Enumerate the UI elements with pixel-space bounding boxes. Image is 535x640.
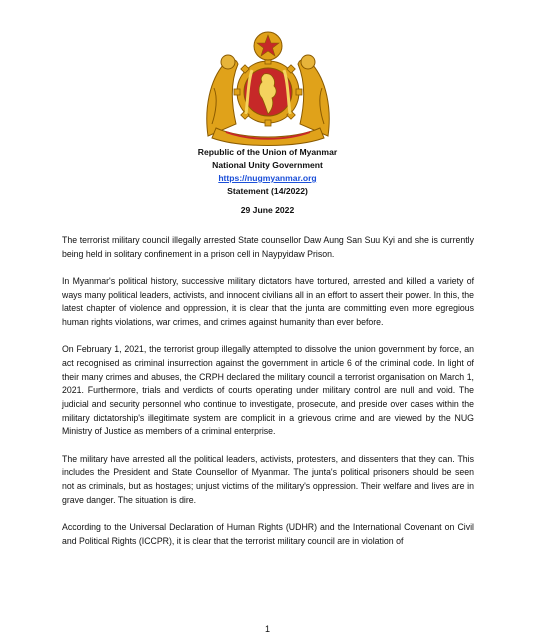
paragraph: On February 1, 2021, the terrorist group illegally attempted to dissolve the union government by force, an act recognised as criminal insurrection against the government in article 6 of the criminal code. In light of their many crimes and abuses, the CRPH declared the military council a terrorist organisation on March 1, 2021. Furthermore, trials and verdicts of courts operating under military control are null and void. The judicial and security personnel who continue to investigate, prosecute, and preside over cases within the military dictatorship's illegitimate system are complicit in a grievous crime and are viewed by the NUG Ministry of Justice as members of a criminal enterprise. [62, 344, 474, 437]
document-header [0, 146, 535, 217]
left-lion-icon [207, 55, 238, 136]
paragraph: According to the Universal Declaration of Human Rights (UDHR) and the International Covenant on Civil and Political Rights (ICCPR), it is clear that the terrorist military council are in violation of [62, 521, 474, 546]
statement-number: Statement (14/2022) [227, 186, 308, 196]
page-number: 1 [264, 624, 270, 634]
government-name: National Unity Government [212, 160, 323, 170]
paragraph: The military have arrested all the political leaders, activists, protesters, and dissenters that they can. This includes the President and State Counsellor of Myanmar. The junta's political prisoners should be seen not as criminals, but as hostages; unjust victims of the military's oppression. Their welfare and lives are in grave danger. The situation is dire. [62, 453, 474, 505]
banner-icon [212, 128, 324, 146]
paragraph: The terrorist military council illegally arrested State counsellor Daw Aung San Suu Kyi and she is currently being held in solitary confinement in a prison cell in Naypyidaw Prison. [62, 235, 474, 259]
right-lion-icon [298, 55, 329, 136]
country-name: Republic of the Union of Myanmar [197, 147, 338, 157]
statement-body [62, 234, 474, 562]
paragraph: In Myanmar's political history, successive military dictators have tortured, arrested and killed a variety of ways many political leaders, activists, and innocent civilians all in an effort to assert their power. In this, the latest chapter of violence and oppression, it is clear that the junta are committing even more egregious human rights violations, war crimes, and crimes against humanity than ever before. [62, 275, 474, 328]
star-icon [254, 32, 282, 60]
website-link[interactable]: https://nugmyanmar.org [218, 173, 317, 183]
statement-date: 29 June 2022 [240, 205, 295, 215]
state-emblem-icon [202, 28, 334, 146]
